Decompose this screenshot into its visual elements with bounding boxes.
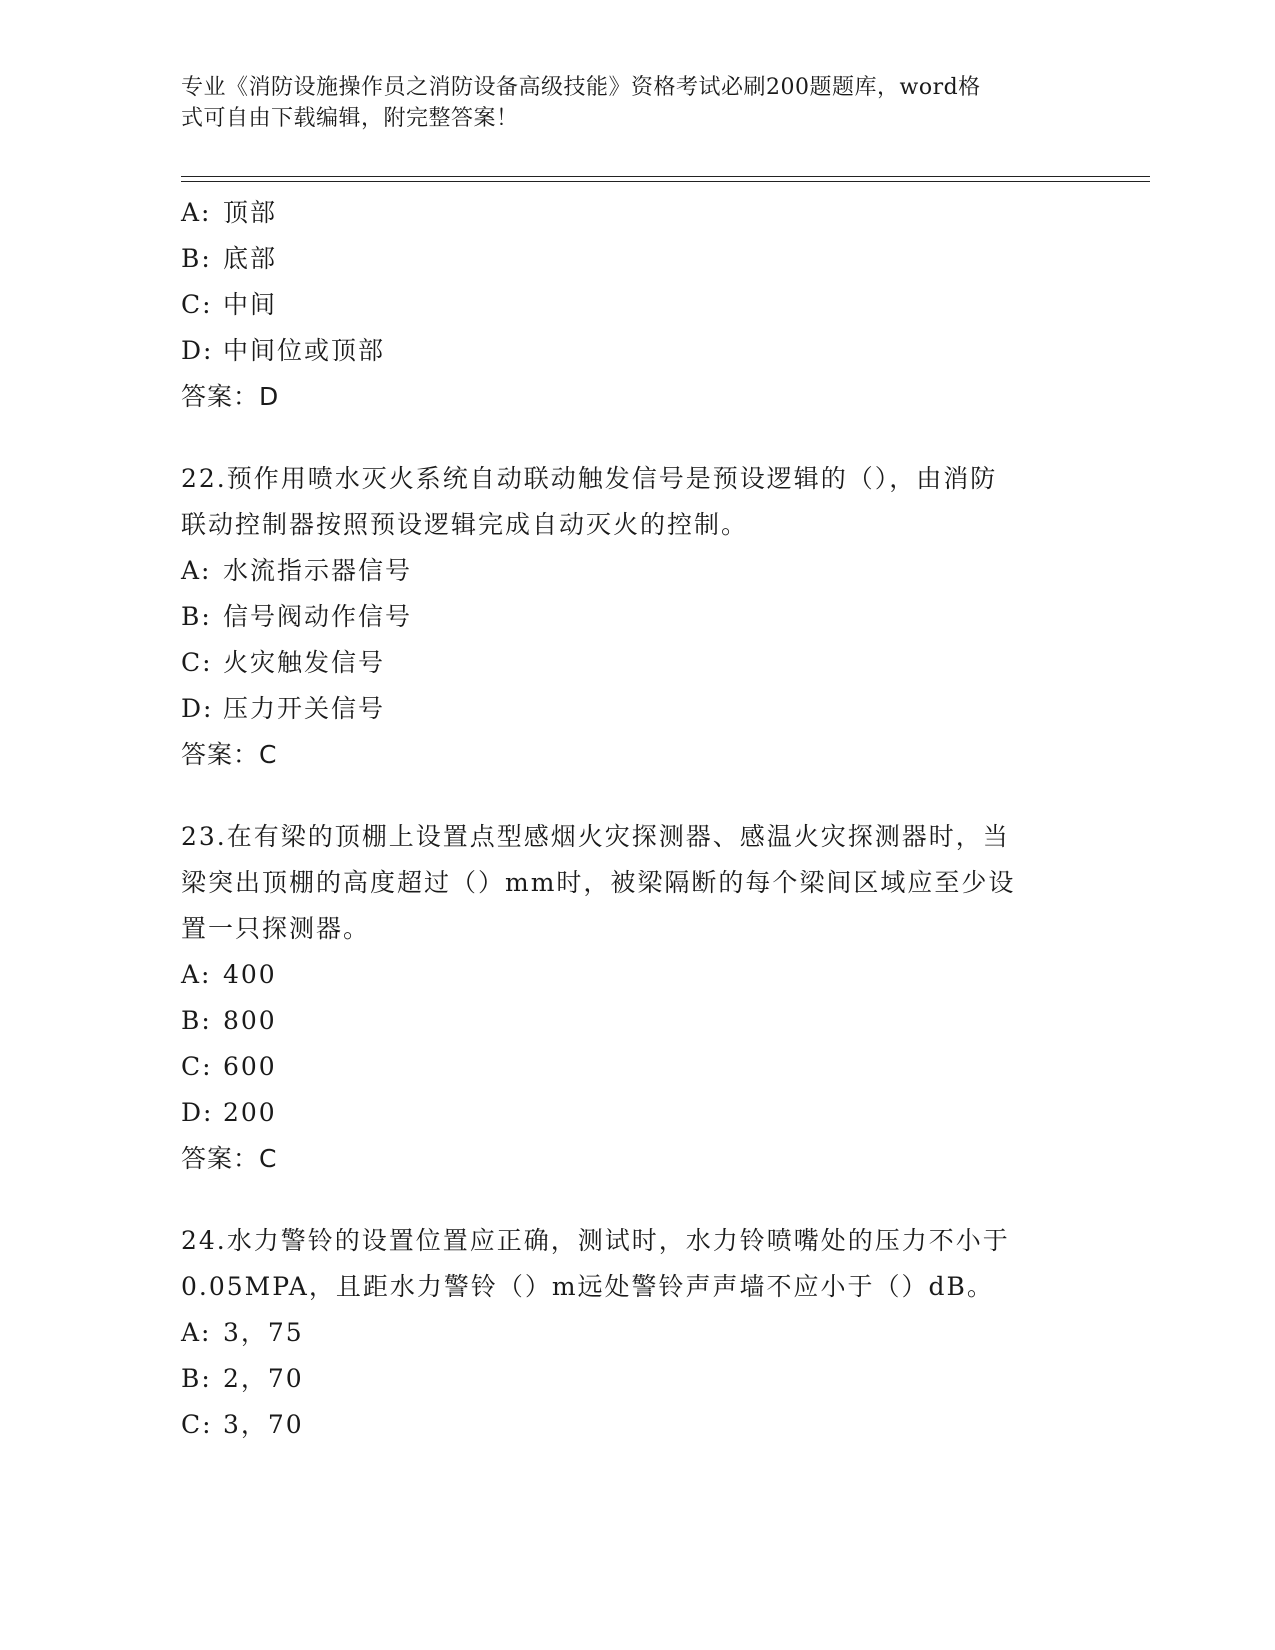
option-text: 底部 xyxy=(223,244,278,273)
header-divider-bottom xyxy=(181,181,1150,182)
option-text: 信号阀动作信号 xyxy=(223,602,413,631)
question-21 xyxy=(181,190,1071,420)
option-b xyxy=(181,1356,1071,1402)
option-label: B: xyxy=(181,1364,212,1393)
header-line-1: 专业《消防设施操作员之消防设备高级技能》资格考试必刷200题题库，word格 xyxy=(181,75,981,100)
option-text: 火灾触发信号 xyxy=(223,648,386,677)
question-stem xyxy=(181,456,1071,548)
header-line-2: 式可自由下载编辑，附完整答案！ xyxy=(181,106,519,131)
stem-line: 梁突出顶棚的高度超过（）mm时，被梁隔断的每个梁间区域应至少设 xyxy=(181,868,1016,897)
option-c xyxy=(181,640,1071,686)
option-text: 400 xyxy=(223,960,277,989)
question-22 xyxy=(181,456,1071,778)
option-label: C: xyxy=(181,290,213,319)
option-c xyxy=(181,1402,1071,1448)
option-a xyxy=(181,952,1071,998)
question-24 xyxy=(181,1218,1071,1448)
option-b xyxy=(181,594,1071,640)
option-a xyxy=(181,190,1071,236)
option-d xyxy=(181,328,1071,374)
option-label: A: xyxy=(181,556,212,585)
option-label: A: xyxy=(181,1318,212,1347)
option-label: D: xyxy=(181,336,214,365)
question-23 xyxy=(181,814,1071,1182)
question-stem xyxy=(181,1218,1071,1310)
option-text: 2，70 xyxy=(223,1364,304,1393)
answer-line: 答案：C xyxy=(181,1144,278,1173)
document-header xyxy=(181,72,1061,134)
option-d xyxy=(181,1090,1071,1136)
option-label: D: xyxy=(181,1098,214,1127)
option-text: 800 xyxy=(223,1006,277,1035)
option-text: 中间 xyxy=(223,290,278,319)
answer-line: 答案：D xyxy=(181,382,280,411)
option-d xyxy=(181,686,1071,732)
option-label: C: xyxy=(181,1410,213,1439)
option-a xyxy=(181,1310,1071,1356)
option-label: D: xyxy=(181,694,214,723)
stem-line: 23.在有梁的顶棚上设置点型感烟火灾探测器、感温火灾探测器时，当 xyxy=(181,822,1010,851)
stem-line: 联动控制器按照预设逻辑完成自动灭火的控制。 xyxy=(181,510,749,539)
option-text: 600 xyxy=(223,1052,277,1081)
question-list xyxy=(181,190,1071,1448)
option-c xyxy=(181,282,1071,328)
option-text: 顶部 xyxy=(223,198,278,227)
answer-line: 答案：C xyxy=(181,740,278,769)
stem-line: 22.预作用喷水灭火系统自动联动触发信号是预设逻辑的（），由消防 xyxy=(181,464,998,493)
option-label: A: xyxy=(181,198,212,227)
option-text: 3，75 xyxy=(223,1318,304,1347)
option-text: 中间位或顶部 xyxy=(223,336,386,365)
option-c xyxy=(181,1044,1071,1090)
option-b xyxy=(181,998,1071,1044)
option-label: B: xyxy=(181,244,212,273)
option-label: B: xyxy=(181,602,212,631)
option-b xyxy=(181,236,1071,282)
stem-line: 置一只探测器。 xyxy=(181,914,371,943)
option-label: B: xyxy=(181,1006,212,1035)
option-text: 200 xyxy=(223,1098,277,1127)
option-text: 压力开关信号 xyxy=(223,694,386,723)
option-text: 3，70 xyxy=(223,1410,304,1439)
option-label: C: xyxy=(181,1052,213,1081)
option-a xyxy=(181,548,1071,594)
stem-line: 0.05MPA，且距水力警铃（）m远处警铃声声墙不应小于（）dB。 xyxy=(181,1272,994,1301)
question-stem xyxy=(181,814,1071,952)
option-label: A: xyxy=(181,960,212,989)
option-label: C: xyxy=(181,648,213,677)
option-text: 水流指示器信号 xyxy=(223,556,413,585)
header-divider-top xyxy=(181,176,1150,177)
stem-line: 24.水力警铃的设置位置应正确，测试时，水力铃喷嘴处的压力不小于 xyxy=(181,1226,1010,1255)
